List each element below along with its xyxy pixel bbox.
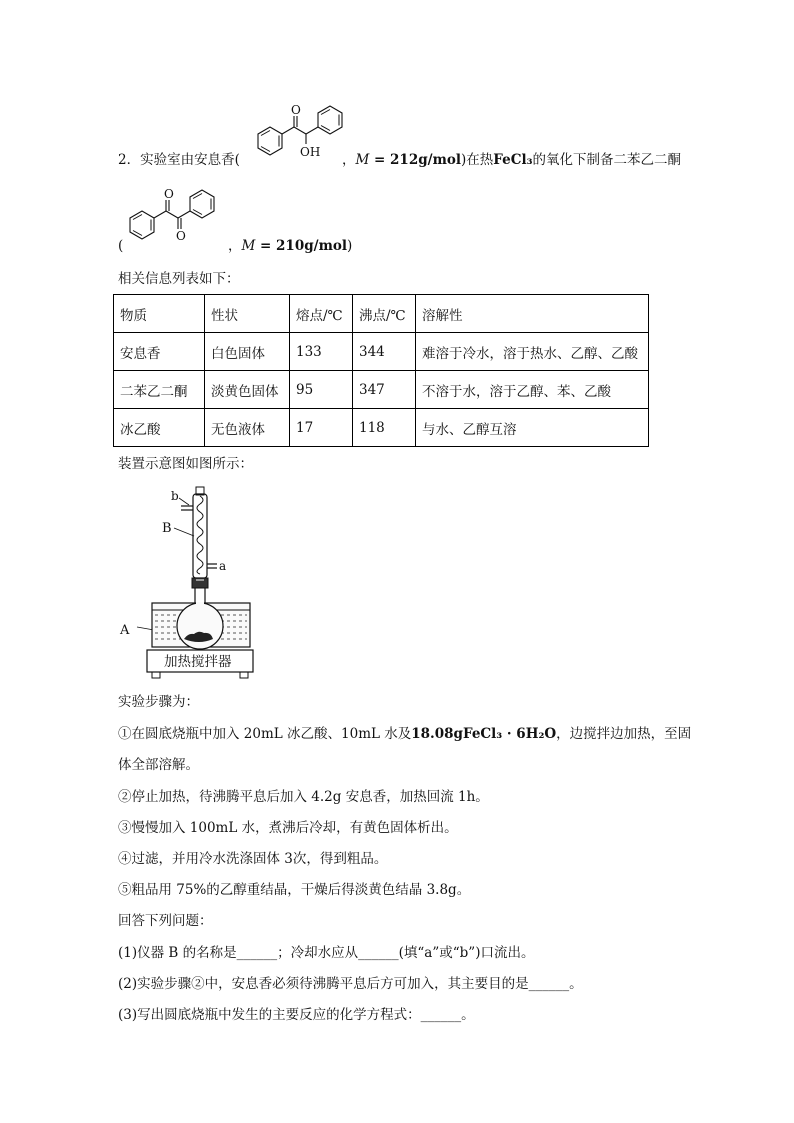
label-B: B	[162, 521, 172, 536]
table-cell: 冰乙酸	[114, 409, 205, 447]
header-solubility: 溶解性	[416, 295, 649, 333]
questions-title: 回答下列问题：	[118, 913, 213, 929]
step-2: ②停止加热，待沸腾平息后加入 4.2g 安息香，加热回流 1h。	[118, 789, 489, 805]
table-cell: 无色液体	[205, 409, 290, 447]
step-1-formula: 18.08gFeCl₃ · 6H₂O	[411, 726, 557, 742]
header-appearance: 性状	[205, 295, 290, 333]
header-boiling-point: 沸点/℃	[353, 295, 416, 333]
benzil-molar-mass: = 210g/mol	[255, 238, 348, 254]
benzil-carbonyl-o1: O	[164, 187, 174, 201]
paren-close: )	[347, 238, 353, 254]
table-cell: 淡黄色固体	[205, 371, 290, 409]
step-1	[118, 724, 691, 744]
table-cell: 133	[290, 333, 353, 371]
question-intro-line2	[228, 236, 352, 256]
step-1-continued: 体全部溶解。	[118, 757, 199, 773]
table-header-row	[114, 295, 649, 333]
apparatus-diagram	[116, 484, 276, 680]
table-cell: 344	[353, 333, 416, 371]
benzil-structure	[124, 186, 234, 246]
fecl3-formula: FeCl₃	[493, 152, 533, 168]
table-row	[114, 371, 649, 409]
molar-mass-symbol: M	[355, 152, 370, 168]
table-cell: 118	[353, 409, 416, 447]
header-substance: 物质	[114, 295, 205, 333]
benzoin-structure	[240, 104, 350, 164]
step-1-text: ①在圆底烧瓶中加入 20mL 冰乙酸、10mL 水及	[118, 726, 412, 742]
question-3: (3)写出圆底烧瓶中发生的主要反应的化学方程式：______。	[118, 1007, 475, 1023]
benzoin-hydroxyl: OH	[300, 145, 321, 159]
table-cell: 347	[353, 371, 416, 409]
benzil-carbonyl-o2: O	[176, 229, 186, 243]
steps-title: 实验步骤为：	[118, 694, 199, 710]
table-cell: 与水、乙醇互溶	[416, 409, 649, 447]
table-cell: 安息香	[114, 333, 205, 371]
table-row	[114, 333, 649, 371]
step-4: ④过滤，并用冷水洗涤固体 3次，得到粗品。	[118, 851, 388, 867]
question-intro-line2-open	[118, 236, 123, 256]
heating-stirrer-label: 加热搅拌器	[164, 654, 232, 670]
label-b: b	[171, 489, 179, 503]
question-1: (1)仪器 B 的名称是______；冷却水应从______(填“a”或“b”)口流出。	[118, 945, 535, 961]
table-cell: 95	[290, 371, 353, 409]
step-1-text-tail: ，边搅拌边加热，至固	[556, 726, 692, 742]
paren-open: (	[118, 238, 124, 254]
step-5: ⑤粗品用 75%的乙醇重结晶，干燥后得淡黄色结晶 3.8g。	[118, 882, 471, 898]
question-number: 2．实验室由安息香(	[118, 152, 240, 168]
header-melting-point: 熔点/℃	[290, 295, 353, 333]
molar-mass-symbol: M	[241, 238, 256, 254]
label-a: a	[219, 559, 227, 573]
table-cell: 白色固体	[205, 333, 290, 371]
comma: ，	[342, 152, 356, 168]
table-row	[114, 409, 649, 447]
benzoin-molar-mass: = 212g/mol	[369, 152, 462, 168]
label-A: A	[120, 623, 130, 638]
table-cell: 17	[290, 409, 353, 447]
text-fragment: 的氧化下制备二苯乙二酮	[532, 152, 682, 168]
question-2: (2)实验步骤②中，安息香必须待沸腾平息后方可加入，其主要目的是______。	[118, 976, 583, 992]
table-cell: 难溶于冷水，溶于热水、乙醇、乙酸	[416, 333, 649, 371]
comma: ，	[228, 238, 242, 254]
table-intro: 相关信息列表如下：	[118, 271, 240, 287]
table-cell: 不溶于水，溶于乙醇、苯、乙酸	[416, 371, 649, 409]
apparatus-intro: 装置示意图如图所示：	[118, 456, 253, 472]
properties-table	[113, 294, 649, 447]
question-intro-line1	[118, 150, 240, 170]
text-fragment: )在热	[461, 152, 494, 168]
table-cell: 二苯乙二酮	[114, 371, 205, 409]
question-intro-line1-tail	[342, 150, 681, 170]
benzoin-carbonyl-o: O	[291, 103, 301, 117]
step-3: ③慢慢加入 100mL 水，煮沸后冷却，有黄色固体析出。	[118, 820, 458, 836]
